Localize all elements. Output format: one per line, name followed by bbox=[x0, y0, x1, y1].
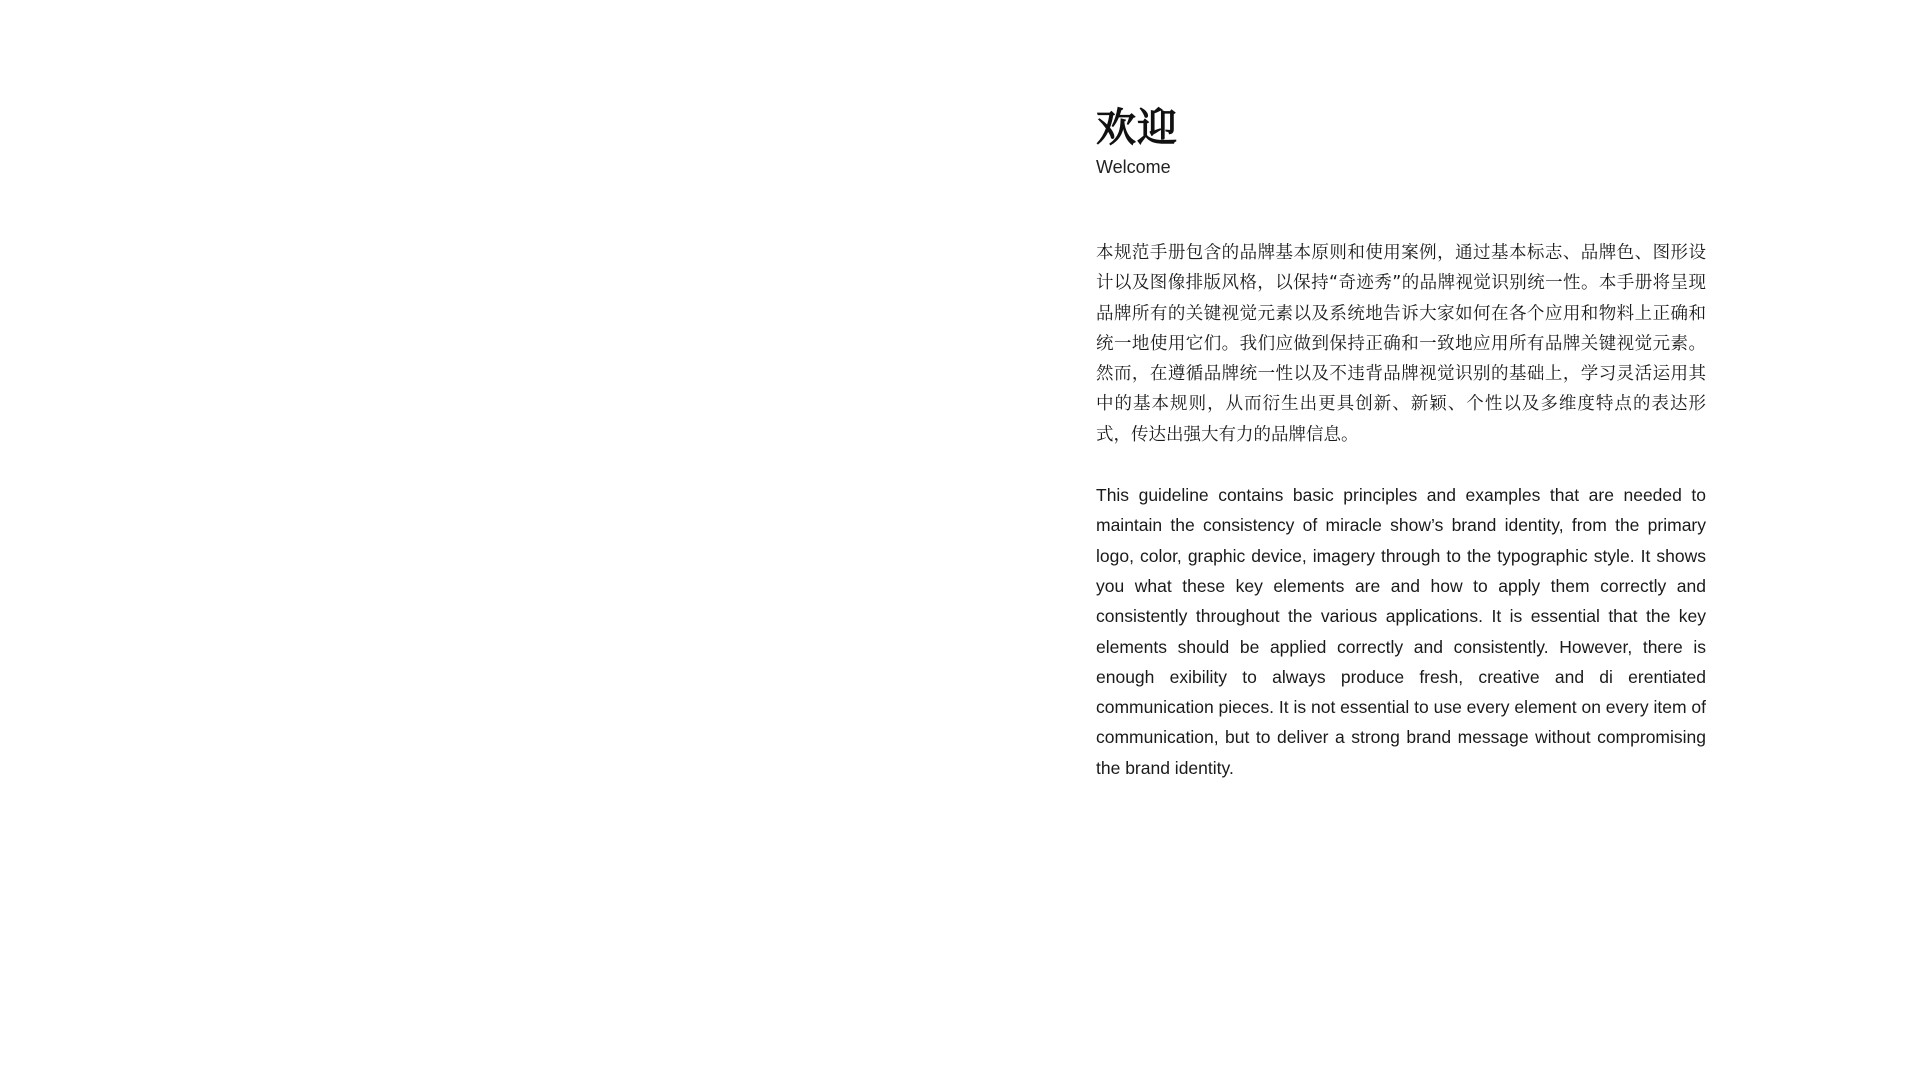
page-title-zh: 欢迎 bbox=[1096, 105, 1178, 151]
welcome-section bbox=[1096, 102, 1706, 783]
intro-paragraph-en: This guideline contains basic principles and examples that are needed to maintain the consistency of miracle show’s brand identity, from the primary logo, color, graphic device, imagery through to the typographic style. It shows you what these key elements are and how to apply them correctly and consistently throughout the various applications. It is essential that the key elements should be applied correctly and consistently. However, there is enough exibility to always produce fresh, creative and di erentiated communication pieces. It is not essential to use every element on every item of communication, but to deliver a strong brand message without compromising the brand identity. bbox=[1096, 485, 1706, 778]
intro-paragraph-zh: 本规范手册包含的品牌基本原则和使用案例，通过基本标志、品牌色、图形设计以及图像排版风格，以保持“奇迹秀”的品牌视觉识别统一性。本手册将呈现品牌所有的关键视觉元素以及系统地告诉大家如何在各个应用和物料上正确和统一地使用它们。我们应做到保持正确和一致地应用所有品牌关键视觉元素。然而，在遵循品牌统一性以及不违背品牌视觉识别的基础上，学习灵活运用其中的基本规则，从而衍生出更具创新、新颖、个性以及多维度特点的表达形式，传达出强大有力的品牌信息。 bbox=[1096, 243, 1706, 445]
page-title-en: Welcome bbox=[1096, 157, 1171, 177]
